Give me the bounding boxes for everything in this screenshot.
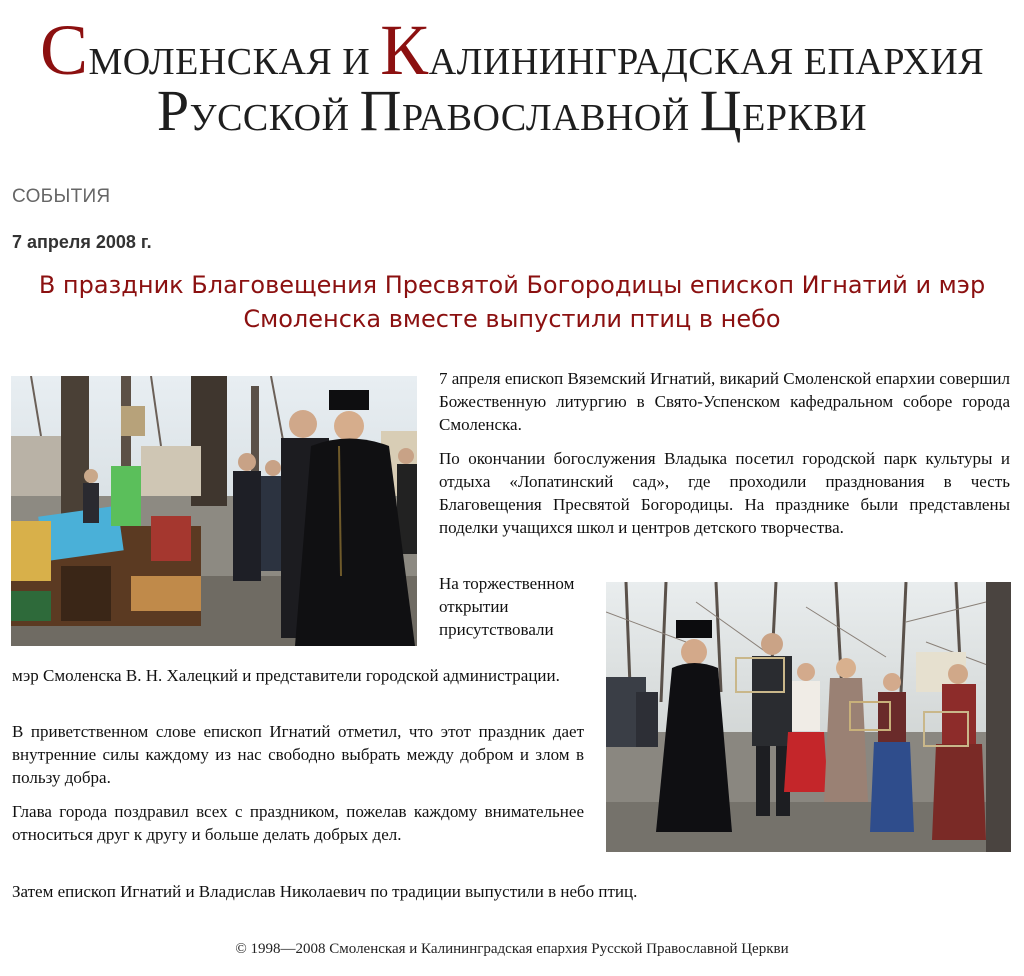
article-paragraph-1: 7 апреля епископ Вяземский Игнатий, викарий Смоленской епархии совершил Божественную литургию в Свято-Успенском кафедральном соборе города Смоленска. [439, 369, 1010, 434]
article-title-line-1: В праздник Благовещения Пресвятой Богородицы епископ Игнатий и мэр [38, 271, 986, 299]
photo-bishop-at-exhibition [11, 376, 417, 646]
title-initial: К [380, 10, 429, 90]
article-date: 7 апреля 2008 г. [12, 232, 152, 252]
article-title [12, 268, 1012, 336]
article-paragraph-4: В приветственном слове епископ Игнатий отметил, что этот праздник дает внутренние силы каждому из нас свободно выбрать между добром и злом в пользу добра. [12, 722, 584, 787]
article-paragraph-3-continued: мэр Смоленска В. Н. Халецкий и представители городской администрации. [12, 666, 560, 685]
section-label: СОБЫТИЯ [12, 186, 111, 207]
article-paragraph-6: Затем епископ Игнатий и Владислав Николаевич по традиции выпустили в небо птиц. [12, 882, 638, 901]
article-paragraph-5: Глава города поздравил всех с праздником, пожелав каждому внимательнее относиться друг к другу и больше делать добрых дел. [12, 802, 584, 844]
site-title-line-2: РУССКОЙ ПРАВОСЛАВНОЙ ЦЕРКВИ [156, 78, 868, 143]
photo-bird-release [606, 582, 1011, 852]
article-paragraph-3-start: На торжественном открытии присутствовали [439, 574, 575, 639]
site-title-line-1: СМОЛЕНСКАЯ И КАЛИНИНГРАДСКАЯ ЕПАРХИЯ [39, 10, 985, 90]
footer-copyright: © 1998—2008 Смоленская и Калининградская епархия Русской Православной Церкви [235, 941, 789, 957]
title-initial: С [39, 10, 89, 90]
article-paragraph-2: По окончании богослужения Владыка посетил городской парк культуры и отдыха «Лопатинский сад», где проходили празднования в честь Благовещения Пресвятой Богородицы. На празднике были представлены поделки учащихся школ и центров детского творчества. [439, 449, 1010, 537]
article-title-line-2: Смоленска вместе выпустили птиц в небо [243, 305, 781, 333]
site-header [0, 0, 1024, 143]
